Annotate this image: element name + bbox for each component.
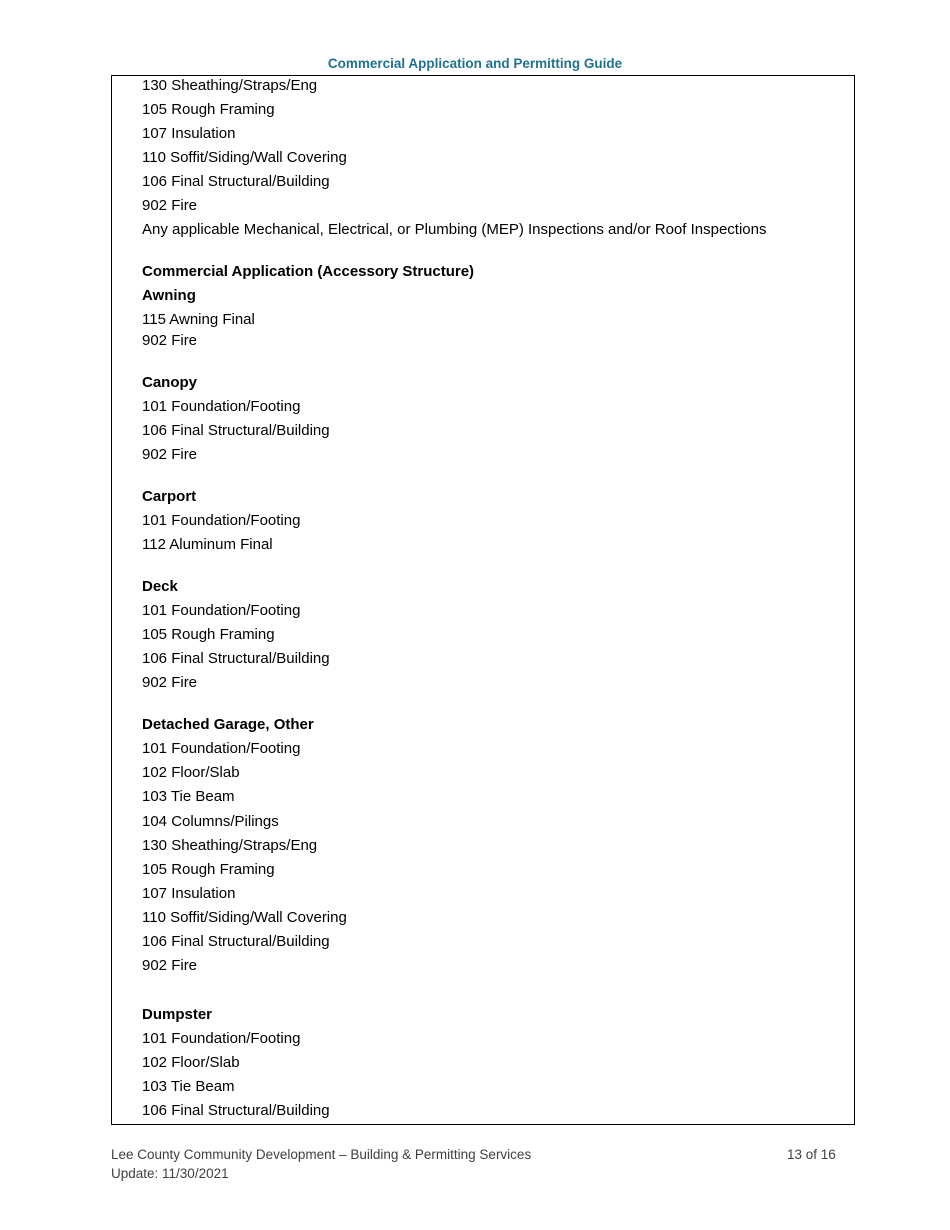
inspection-item: 105 Rough Framing [142, 626, 275, 643]
footer-update-date: Update: 11/30/2021 [111, 1166, 229, 1181]
inspection-item: 902 Fire [142, 197, 198, 214]
inspection-item: 101 Foundation/Footing [142, 1030, 301, 1047]
inspection-item: 902 Fire [142, 674, 198, 691]
inspection-item: 130 Sheathing/Straps/Eng [142, 837, 318, 854]
footer-page-number: 13 of 16 [787, 1147, 836, 1162]
inspection-item: 102 Floor/Slab [142, 1054, 240, 1071]
inspection-item: 107 Insulation [142, 885, 236, 902]
inspection-item: 110 Soffit/Siding/Wall Covering [142, 149, 347, 166]
inspection-item: 103 Tie Beam [142, 788, 235, 805]
inspection-item: 112 Aluminum Final [142, 536, 273, 553]
inspection-item: 902 Fire [142, 332, 198, 349]
inspection-item: Any applicable Mechanical, Electrical, or Plumbing (MEP) Inspections and/or Roof Inspections [142, 221, 767, 238]
inspection-item: 103 Tie Beam [142, 1078, 235, 1095]
inspection-item: 107 Insulation [142, 125, 236, 142]
section-heading: Carport [142, 488, 197, 505]
section-heading: Canopy [142, 374, 198, 391]
inspection-item: 106 Final Structural/Building [142, 1102, 330, 1119]
section-heading: Commercial Application (Accessory Structure) [142, 263, 475, 280]
page-header-title: Commercial Application and Permitting Guide [327, 56, 623, 71]
inspection-item: 106 Final Structural/Building [142, 422, 330, 439]
section-heading: Deck [142, 578, 178, 595]
inspection-item: 105 Rough Framing [142, 861, 275, 878]
inspection-item: 104 Columns/Pilings [142, 813, 279, 830]
inspection-item: 101 Foundation/Footing [142, 398, 301, 415]
inspection-item: 106 Final Structural/Building [142, 173, 330, 190]
footer-organization: Lee County Community Development – Building & Permitting Services [111, 1147, 532, 1162]
inspection-item: 101 Foundation/Footing [142, 740, 301, 757]
inspection-item: 902 Fire [142, 446, 198, 463]
section-heading: Dumpster [142, 1006, 213, 1023]
inspection-item: 130 Sheathing/Straps/Eng [142, 77, 318, 94]
inspection-item: 101 Foundation/Footing [142, 512, 301, 529]
inspection-item: 110 Soffit/Siding/Wall Covering [142, 909, 347, 926]
inspection-item: 115 Awning Final [142, 311, 255, 328]
section-heading: Detached Garage, Other [142, 716, 314, 733]
inspection-item: 101 Foundation/Footing [142, 602, 301, 619]
inspection-item: 106 Final Structural/Building [142, 650, 330, 667]
inspection-item: 105 Rough Framing [142, 101, 275, 118]
inspection-item: 102 Floor/Slab [142, 764, 240, 781]
inspection-item: 902 Fire [142, 957, 198, 974]
section-heading: Awning [142, 287, 196, 304]
inspection-item: 106 Final Structural/Building [142, 933, 330, 950]
